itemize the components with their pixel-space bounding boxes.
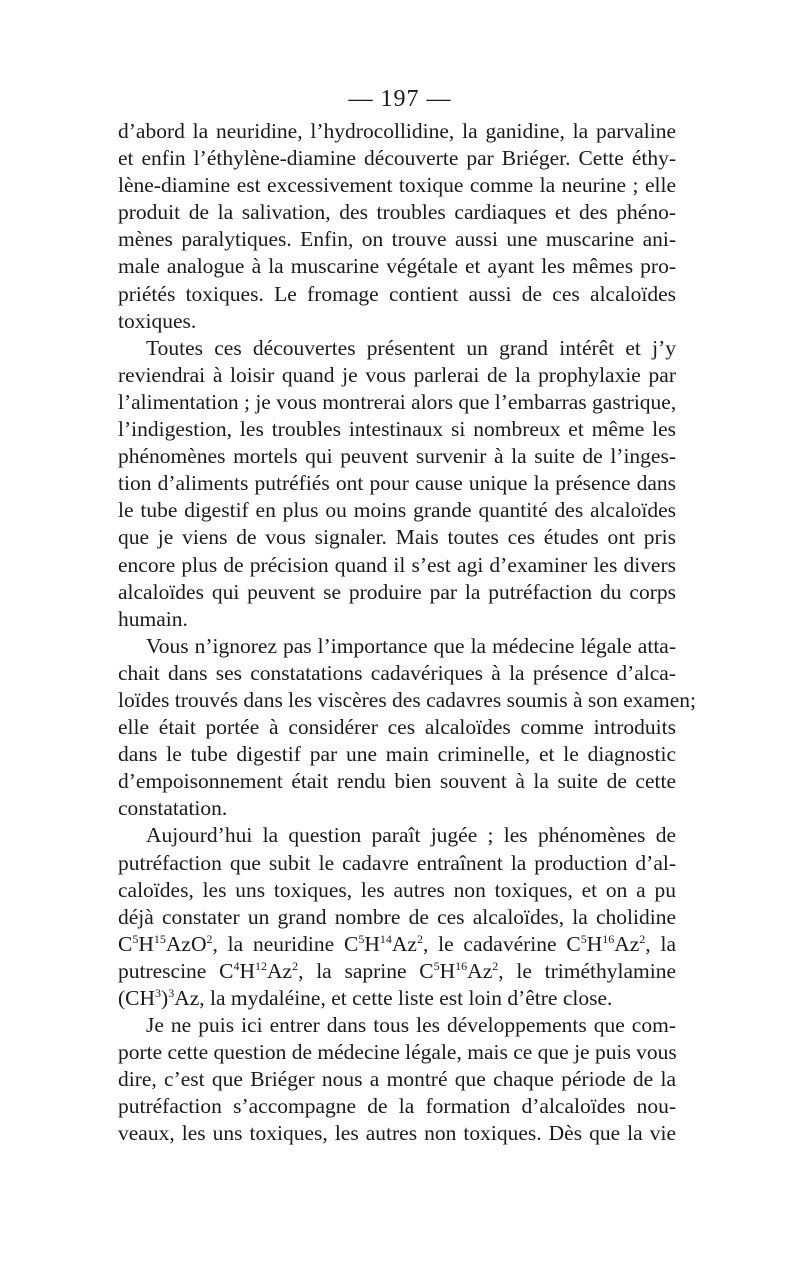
formula-superscript: 16: [455, 958, 468, 973]
text-line: dire, c’est que Briéger nous a montré que chaque période de la: [118, 1067, 676, 1092]
formula-superscript: 5: [580, 931, 587, 946]
text-line: chait dans ses constatations cadavériques à la présence d’alca-: [118, 660, 676, 685]
page-number: — 197 —: [348, 86, 452, 112]
formula-superscript: 2: [416, 931, 423, 946]
text-segment: , la neuridine C: [212, 931, 359, 956]
text-line: toxiques.: [118, 308, 197, 333]
text-segment: H: [586, 931, 603, 956]
formula-superscript: 2: [639, 931, 646, 946]
text-line: Toutes ces découvertes présentent un grand intérêt et j’y: [146, 335, 676, 360]
text-line: putréfaction que subit le cadavre entraînent la production d’al-: [118, 850, 676, 875]
formula-superscript: 5: [358, 931, 365, 946]
formula-superscript: 2: [292, 958, 299, 973]
formula-superscript: 5: [433, 958, 440, 973]
text-line: Vous n’ignorez pas l’importance que la médecine légale atta-: [146, 633, 676, 658]
text-line: porte cette question de médecine légale, mais ce que je puis vous: [118, 1040, 677, 1065]
text-line: veaux, les uns toxiques, les autres non toxiques. Dès que la vie: [118, 1121, 676, 1146]
text-line: [118, 958, 676, 985]
formula-superscript: 14: [379, 931, 392, 946]
formula-superscript: 15: [153, 931, 166, 946]
formula-superscript: 2: [492, 958, 499, 973]
text-segment: ): [161, 986, 169, 1010]
text-line: tion d’aliments putréfiés ont pour cause unique la présence dans: [118, 471, 676, 496]
body-text: [118, 118, 696, 1148]
text-segment: Az: [614, 931, 640, 956]
text-line: dans le tube digestif par une main criminelle, et le diagnostic: [118, 742, 676, 767]
text-segment: AzO: [165, 931, 207, 956]
text-line: déjà constater un grand nombre de ces alcaloïdes, la cholidine: [118, 904, 676, 929]
text-segment: , la saprine C: [298, 958, 434, 983]
text-segment: Az: [266, 958, 293, 983]
text-line: [118, 931, 676, 958]
text-line: [118, 985, 676, 1012]
text-segment: , le triméthylamine: [498, 958, 676, 983]
formula-superscript: 12: [254, 958, 267, 973]
formula-superscript: 3: [168, 986, 175, 1000]
text-segment: H: [138, 931, 154, 956]
text-segment: , le cadavérine C: [422, 931, 581, 956]
text-segment: H: [439, 958, 456, 983]
text-line: l’indigestion, les troubles intestinaux si nombreux et même les: [118, 417, 676, 442]
text-line: produit de la salivation, des troubles cardiaques et des phéno-: [118, 200, 676, 225]
text-segment: H: [239, 958, 255, 983]
formula-superscript: 2: [206, 931, 213, 946]
text-line: encore plus de précision quand il s’est agi d’examiner les divers: [118, 552, 676, 577]
text-line: loïdes trouvés dans les viscères des cadavres soumis à son examen;: [118, 687, 696, 712]
text-segment: , la: [645, 931, 676, 956]
formula-superscript: 3: [155, 986, 162, 1000]
formula-superscript: 4: [233, 958, 240, 973]
text-line: que je viens de vous signaler. Mais toutes ces études ont pris: [118, 525, 676, 550]
text-segment: Az: [467, 958, 493, 983]
text-line: humain.: [118, 606, 188, 631]
text-segment: Az: [391, 931, 417, 956]
text-line: male analogue à la muscarine végétale et ayant les mêmes pro-: [118, 254, 676, 279]
text-segment: putrescine C: [118, 958, 234, 983]
text-line: Aujourd’hui la question paraît jugée ; les phénomènes de: [146, 823, 676, 848]
text-line: putréfaction s’accompagne de la formation d’alcaloïdes nou-: [118, 1094, 676, 1119]
text-line: alcaloïdes qui peuvent se produire par la putréfaction du corps: [118, 579, 676, 604]
text-line: caloïdes, les uns toxiques, les autres non toxiques, et on a pu: [118, 877, 676, 902]
text-line: phénomènes mortels qui peuvent survenir à la suite de l’inges-: [118, 444, 676, 469]
text-line: Je ne puis ici entrer dans tous les développements que com-: [146, 1013, 676, 1038]
text-segment: (CH: [118, 986, 156, 1010]
text-segment: H: [364, 931, 380, 956]
text-line: priétés toxiques. Le fromage contient aussi de ces alcaloïdes: [118, 281, 676, 306]
formula-superscript: 5: [132, 931, 139, 946]
text-line: le tube digestif en plus ou moins grande quantité des alcaloïdes: [118, 498, 676, 523]
text-line: d’abord la neuridine, l’hydrocollidine, la ganidine, la parvaline: [118, 119, 676, 143]
text-segment: Az, la mydaléine, et cette liste est loin d’être close.: [174, 986, 613, 1010]
text-segment: C: [118, 931, 133, 956]
text-line: d’empoisonnement était rendu bien souvent à la suite de cette: [118, 769, 676, 794]
formula-superscript: 16: [602, 931, 615, 946]
text-line: elle était portée à considérer ces alcaloïdes comme introduits: [118, 715, 676, 740]
text-line: reviendrai à loisir quand je vous parlerai de la prophylaxie par: [118, 362, 676, 387]
text-line: l’alimentation ; je vous montrerai alors que l’embarras gastrique,: [118, 389, 677, 414]
text-line: mènes paralytiques. Enfin, on trouve aussi une muscarine ani-: [118, 227, 676, 252]
text-line: lène-diamine est excessivement toxique comme la neurine ; elle: [118, 173, 676, 198]
text-line: constatation.: [118, 796, 228, 821]
text-line: et enfin l’éthylène-diamine découverte par Briéger. Cette éthy-: [118, 146, 676, 171]
